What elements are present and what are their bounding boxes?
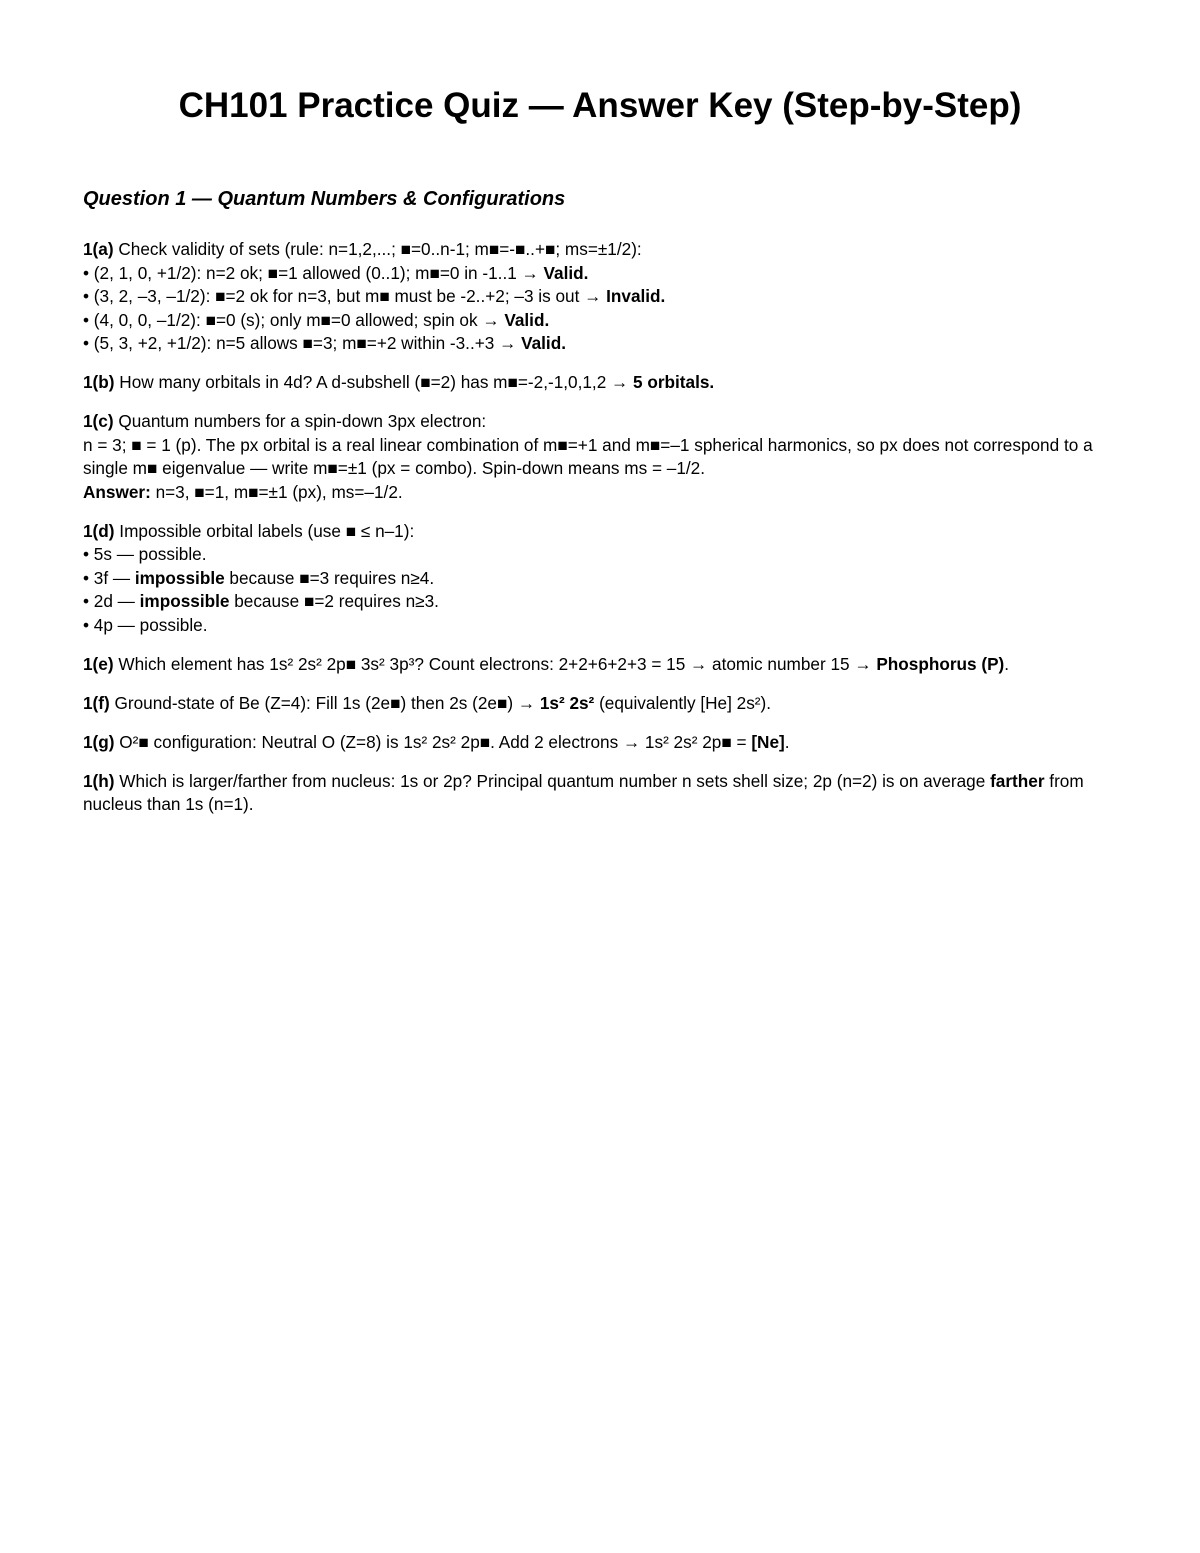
q1a-item-4-verdict: Valid.: [521, 333, 566, 353]
q1g-line: [83, 731, 1123, 755]
q1a-item-4-text: • (5, 3, +2, +1/2): n=5 allows ■=3; m■=+2 within -3..+3 →: [83, 333, 522, 353]
q1d-item-4: • 4p — possible.: [83, 614, 208, 635]
q1d-intro: Impossible orbital labels (use ■ ≤ n–1):: [114, 520, 415, 541]
question-1b: [83, 371, 1123, 395]
q1g-text: O²■ configuration: Neutral O (Z=8) is 1s² 2s² 2p■. Add 2 electrons → 1s² 2s² 2p■ =: [114, 731, 752, 752]
q1a-item-3-verdict: Valid.: [504, 309, 550, 330]
q1e-label: 1(e): [83, 653, 114, 674]
q1b-text: How many orbitals in 4d? A d-subshell (■=2) has m■=-2,-1,0,1,2 →: [114, 372, 634, 392]
q1d-item-3-reason: because ■=2 requires n≥3.: [229, 591, 439, 611]
q1f-line: [83, 692, 1123, 716]
q1a-item-1: [83, 262, 1123, 286]
q1h-label: 1(h): [83, 770, 115, 791]
q1a-item-3-text: • (4, 0, 0, –1/2): ■=0 (s); only m■=0 allowed; spin ok →: [83, 309, 505, 330]
q1h-end: from nucleus than 1s (n=1).: [83, 770, 1084, 814]
q1d-label: 1(d): [83, 520, 115, 541]
q1g-end: .: [784, 731, 790, 752]
q1a-item-3: [83, 309, 1123, 333]
document-title: CH101 Practice Quiz — Answer Key (Step-by-Step): [178, 86, 1022, 125]
question-1d: [83, 520, 1123, 638]
q1c-answer: n=3, ■=1, m■=±1 (px), ms=–1/2.: [150, 481, 403, 502]
q1g-answer: [Ne]: [751, 731, 785, 752]
q1b-line: [83, 371, 1123, 395]
q1f-label: 1(f): [83, 692, 110, 713]
q1a-intro-line: [83, 238, 1123, 262]
q1e-text: Which element has 1s² 2s² 2p■ 3s² 3p³? Count electrons: 2+2+6+2+3 = 15 → atomic number 15 →: [113, 653, 877, 674]
q1d-item-3: [83, 590, 1123, 614]
q1c-answer-line: [83, 481, 1123, 505]
q1a-item-2-text: • (3, 2, –3, –1/2): ■=2 ok for n=3, but m■ must be -2..+2; –3 is out →: [83, 286, 607, 306]
question-1f: [83, 692, 1123, 716]
q1c-explanation: n = 3; ■ = 1 (p). The px orbital is a real linear combination of m■=+1 and m■=–1 spherical harmonics, so px does not correspond to a single m■ eigenvalue — write m■=±1 (px = combo). Spin-down means ms = –1/2.: [83, 434, 1093, 478]
question-1c: [83, 410, 1123, 504]
q1d-item-3-verdict: impossible: [139, 591, 230, 611]
q1f-answer: 1s² 2s²: [539, 692, 595, 713]
q1a-label: 1(a): [83, 239, 114, 259]
q1a-item-1-verdict: Valid.: [543, 262, 589, 283]
q1c-label: 1(c): [83, 411, 114, 431]
q1d-item-3-prefix: • 2d —: [83, 591, 140, 611]
q1d-intro-line: [83, 520, 1123, 544]
question-1g: [83, 731, 1123, 755]
q1a-item-1-text: • (2, 1, 0, +1/2): n=2 ok; ■=1 allowed (0..1); m■=0 in -1..1 →: [83, 262, 544, 283]
q1b-label: 1(b): [83, 372, 115, 392]
q1h-text-block: [83, 770, 1123, 817]
section-heading: Question 1 — Quantum Numbers & Configurations: [83, 188, 566, 210]
q1d-item-2: [83, 567, 1123, 591]
q1d-item-1: • 5s — possible.: [83, 544, 207, 564]
question-1e: [83, 653, 1123, 677]
q1e-end: .: [1004, 653, 1010, 674]
q1f-end: (equivalently [He] 2s²).: [594, 692, 772, 713]
q1b-answer: 5 orbitals.: [633, 372, 715, 392]
q1e-answer: Phosphorus (P): [876, 653, 1005, 674]
q1a-item-2: [83, 285, 1123, 309]
answer-content: [83, 238, 1123, 832]
q1e-text-block: [83, 653, 1123, 677]
q1d-item-2-prefix: • 3f —: [83, 567, 135, 588]
q1d-item-2-verdict: impossible: [134, 567, 225, 588]
q1h-text: Which is larger/farther from nucleus: 1s or 2p? Principal quantum number n sets shell size; 2p (n=2) is on average: [114, 770, 991, 791]
q1a-item-2-verdict: Invalid.: [606, 286, 666, 306]
question-1h: [83, 770, 1123, 817]
q1d-item-2-reason: because ■=3 requires n≥4.: [224, 567, 435, 588]
q1c-intro: Quantum numbers for a spin-down 3px electron:: [113, 411, 487, 431]
q1a-intro: Check validity of sets (rule: n=1,2,...; ■=0..n-1; m■=-■..+■; ms=±1/2):: [113, 239, 642, 259]
q1f-text: Ground-state of Be (Z=4): Fill 1s (2e■) then 2s (2e■) →: [109, 692, 540, 713]
q1g-label: 1(g): [83, 731, 115, 752]
q1h-answer: farther: [990, 770, 1045, 791]
question-1a: [83, 238, 1123, 356]
q1c-intro-line: [83, 410, 1123, 434]
q1c-answer-label: Answer:: [83, 481, 151, 502]
q1a-item-4: [83, 332, 1123, 356]
